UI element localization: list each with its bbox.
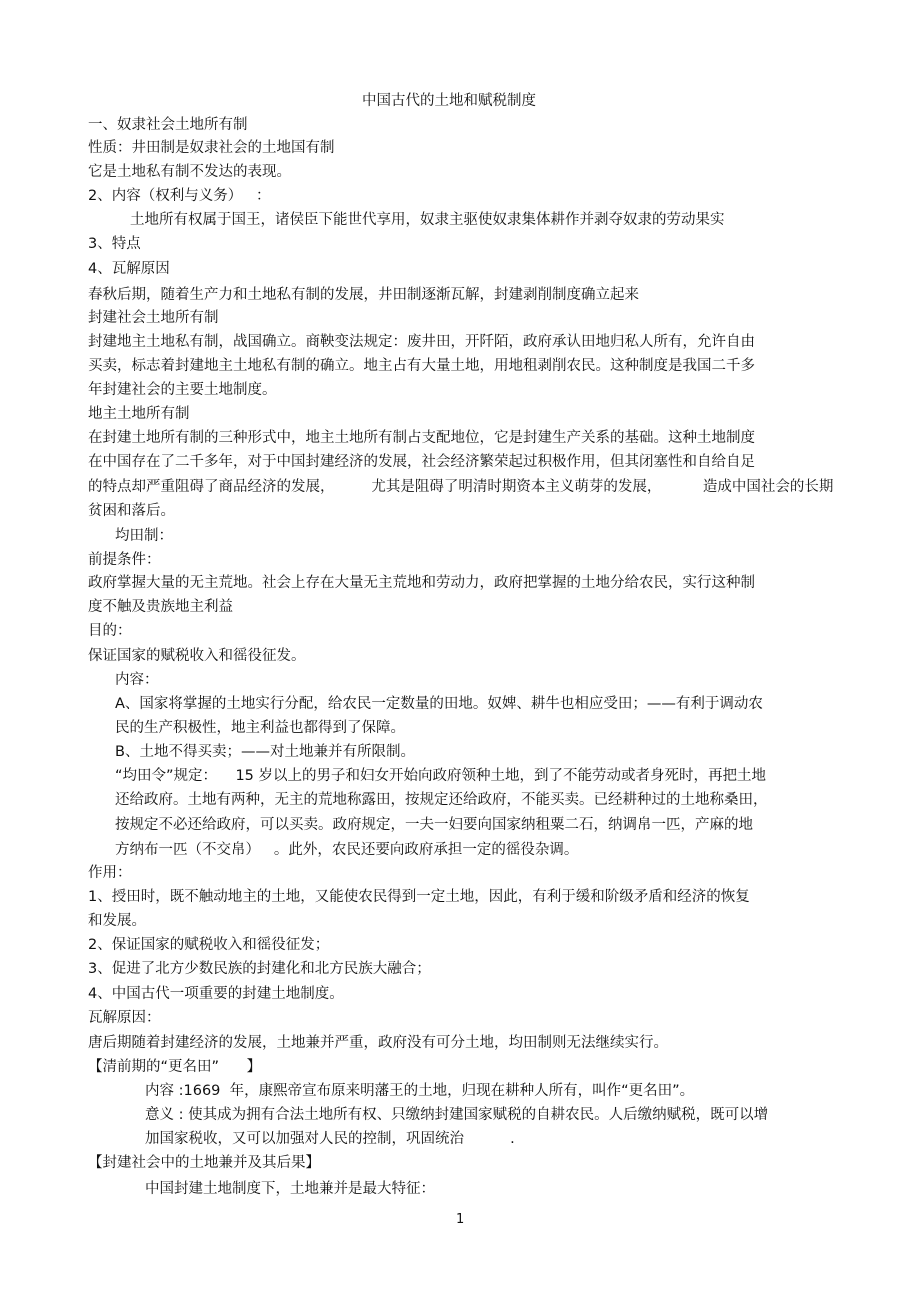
text-line: 春秋后期，随着生产力和土地私有制的发展，井田制逐渐瓦解，封建剥削制度确立起来 <box>88 287 639 303</box>
text-line: “均田令”规定： 15 岁以上的男子和妇女开始向政府领种土地，到了不能劳动或者身死时，再把土地 <box>115 768 767 784</box>
text-line: 1、授田时，既不触动地主的土地，又能使农民得到一定土地，因此，有利于缓和阶级矛盾和经济的恢复 <box>88 889 750 905</box>
text-line: 的特点却严重阻碍了商品经济的发展， 尤其是阻碍了明清时期资本主义萌芽的发展， 造成中国社会的长期 <box>88 479 834 495</box>
text-line: 4、瓦解原因 <box>88 261 170 277</box>
section-heading: 【清前期的“更名田” 】 <box>88 1059 262 1075</box>
section-heading: 【封建社会中的土地兼并及其后果】 <box>88 1155 320 1171</box>
text-line: 前提条件： <box>88 552 161 568</box>
text-line: 和发展。 <box>88 913 146 929</box>
page-number: 1 <box>456 1212 465 1227</box>
section-heading: 地主土地所有制 <box>88 406 190 422</box>
text-line: 在中国存在了二千多年，对于中国封建经济的发展，社会经济繁荣起过积极作用，但其闭塞性和自给自足 <box>88 454 755 470</box>
text-line: 年封建社会的主要土地制度。 <box>88 382 277 398</box>
section-heading: 封建社会土地所有制 <box>88 310 219 326</box>
text-line: 3、促进了北方少数民族的封建化和北方民族大融合； <box>88 961 431 977</box>
text-line: 目的： <box>88 623 132 639</box>
text-line: 方纳布一匹（不交帛） 。此外，农民还要向政府承担一定的徭役杂调。 <box>115 842 579 858</box>
text-line: 它是土地私有制不发达的表现。 <box>88 164 291 180</box>
text-line: 4、中国古代一项重要的封建土地制度。 <box>88 986 344 1002</box>
text-line: 瓦解原因： <box>88 1010 161 1026</box>
text-line: 意义 : 使其成为拥有合法土地所有权、只缴纳封建国家赋税的自耕农民。人后缴纳赋税，既可以增 <box>145 1107 769 1123</box>
text-line: A、国家将掌握的土地实行分配，给农民一定数量的田地。奴婢、耕牛也相应受田；——有利于调动农 <box>115 696 763 712</box>
text-line: 中国封建土地制度下，土地兼并是最大特征： <box>145 1181 435 1197</box>
text-line: 按规定不必还给政府，可以买卖。政府规定，一夫一妇要向国家纳租粟二石，纳调帛一匹，产麻的地 <box>115 817 753 833</box>
section-heading: 均田制： <box>115 528 173 544</box>
text-line: 2、保证国家的赋税收入和徭役征发； <box>88 937 330 953</box>
text-line: 贫困和落后。 <box>88 503 175 519</box>
text-line: 加国家税收，又可以加强对人民的控制，巩固统治 . <box>145 1131 515 1147</box>
text-line: 封建地主土地私有制，战国确立。商鞅变法规定：废井田，开阡陌，政府承认田地归私人所有，允许自由 <box>88 334 755 350</box>
text-line: 买卖，标志着封建地主土地私有制的确立。地主占有大量土地，用地租剥削农民。这种制度是我国二千多 <box>88 358 755 374</box>
text-line: 唐后期随着封建经济的发展，土地兼并严重，政府没有可分土地，均田制则无法继续实行。 <box>88 1035 668 1051</box>
text-line: 内容： <box>115 672 159 688</box>
text-line: 民的生产积极性，地主利益也都得到了保障。 <box>115 720 405 736</box>
text-line: 政府掌握大量的无主荒地。社会上存在大量无主荒地和劳动力，政府把掌握的土地分给农民，实行这种制 <box>88 575 755 591</box>
text-line: 3、特点 <box>88 236 141 252</box>
text-line: 还给政府。土地有两种，无主的荒地称露田，按规定还给政府，不能买卖。已经耕种过的土地称桑田， <box>115 792 768 808</box>
text-line: B、土地不得买卖；——对土地兼并有所限制。 <box>115 744 415 760</box>
document-title: 中国古代的土地和赋税制度 <box>362 93 536 109</box>
text-line: 在封建土地所有制的三种形式中，地主土地所有制占支配地位，它是封建生产关系的基础。这种土地制度 <box>88 430 755 446</box>
text-line: 2、内容（权利与义务） ： <box>88 188 271 204</box>
text-line: 作用： <box>88 865 132 881</box>
text-line: 保证国家的赋税收入和徭役征发。 <box>88 648 306 664</box>
text-line: 性质：井田制是奴隶社会的土地国有制 <box>88 140 335 156</box>
text-line: 内容 :1669 年，康熙帝宣布原来明藩王的土地，归现在耕种人所有，叫作“更名田”。 <box>145 1083 695 1099</box>
text-line: 度不触及贵族地主利益 <box>88 599 233 615</box>
text-line: 土地所有权属于国王，诸侯臣下能世代享用，奴隶主驱使奴隶集体耕作并剥夺奴隶的劳动果实 <box>130 212 725 228</box>
section-heading: 一、奴隶社会土地所有制 <box>88 117 248 133</box>
